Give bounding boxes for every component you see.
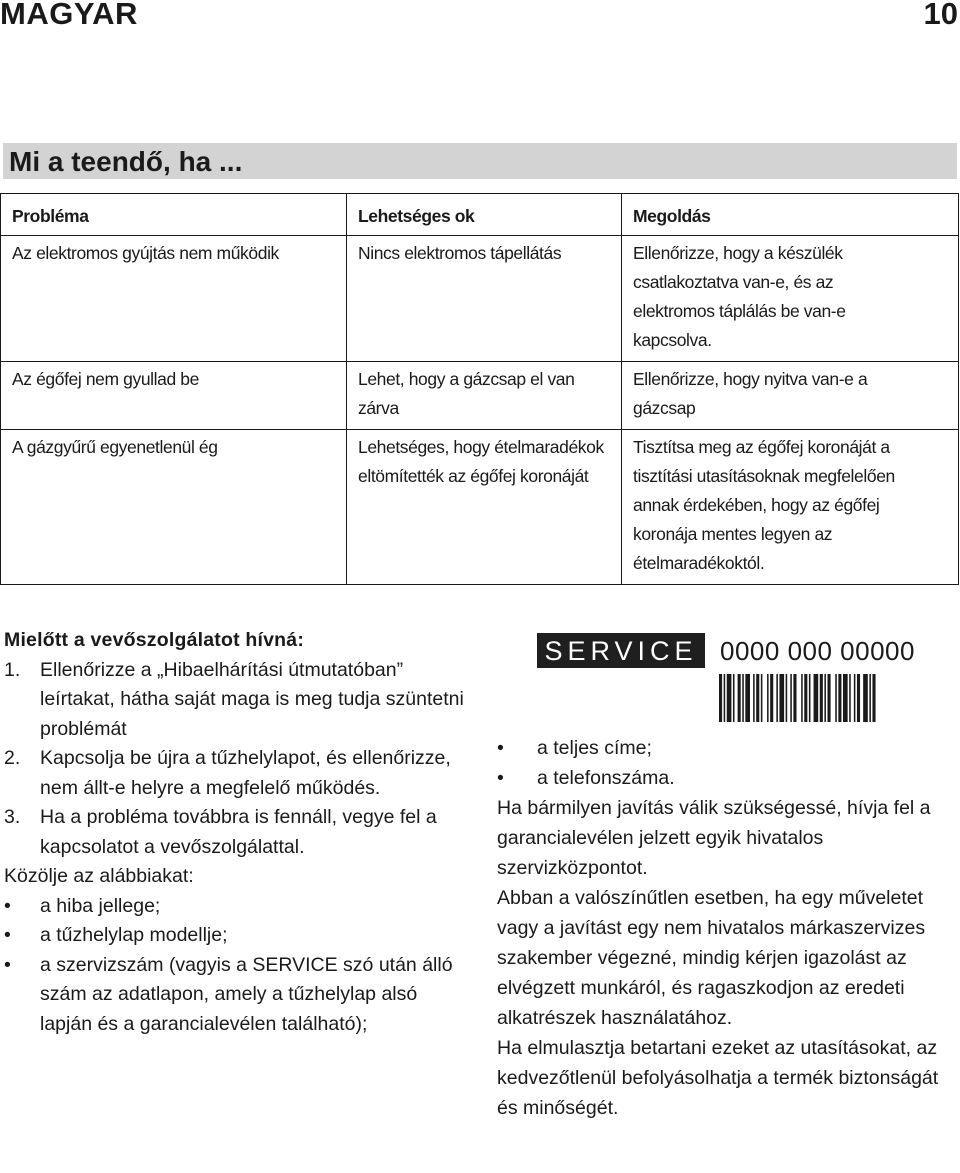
service-number: 0000 000 00000 (720, 636, 915, 666)
troubleshooting-table (0, 193, 959, 585)
header-language: MAGYAR (0, 0, 138, 31)
before-calling-section (4, 626, 474, 1039)
list-item: • a hiba jellege; (4, 892, 474, 922)
list-item (4, 744, 474, 803)
list-item: • a telefonszáma. (497, 763, 959, 793)
list-item: • a teljes címe; (497, 733, 959, 763)
service-label: SERVICE (537, 633, 705, 668)
barcode-bar (838, 674, 841, 722)
barcode-bar (835, 674, 837, 722)
column-header: Lehetséges ok (347, 194, 622, 236)
contact-bullets (497, 733, 959, 793)
step-text: Ellenőrizze a „Hibaelhárítási útmutatóban” leírtakat, hátha saját maga is meg tudja szüntetni problémát (40, 658, 464, 740)
barcode-bar (767, 674, 769, 722)
step-number: 3. (4, 806, 21, 828)
barcode-bar (828, 674, 831, 722)
table-cell-solution: Ellenőrizze, hogy nyitva van-e a gázcsap (622, 362, 959, 430)
before-calling-heading: Mielőtt a vevőszolgálatot hívná: (4, 629, 305, 651)
barcode-bar (869, 674, 871, 722)
table-row (1, 430, 959, 585)
table-row (1, 362, 959, 430)
column-header: Probléma (1, 194, 347, 236)
barcode-bar (733, 674, 735, 722)
barcode-bar (820, 674, 823, 722)
barcode-bar (753, 674, 755, 722)
barcode-bar (814, 674, 819, 722)
barcode-bar (779, 674, 784, 722)
barcode-bar (849, 674, 851, 722)
info-intro: Közölje az alábbiakat: (4, 865, 194, 887)
steps-list (4, 656, 474, 863)
barcode-bar (786, 674, 788, 722)
list-item: • a szervizszám (vagyis a SERVICE szó után álló szám az adatlapon, amely a tűzhelylap alsó lapján és a garancialevélen található); (4, 951, 474, 1040)
info-bullets (4, 892, 474, 1040)
table-cell-problem: A gázgyűrű egyenetlenül ég (1, 430, 347, 585)
table-cell-problem: Az égőfej nem gyullad be (1, 362, 347, 430)
table-cell-solution: Tisztítsa meg az égőfej koronáját a tisztítási utasításoknak megfelelően annak érdekében, hogy az égőfej koronája mentes legyen az ételmaradékoktól. (622, 430, 959, 585)
table-cell-problem: Az elektromos gyújtás nem működik (1, 236, 347, 362)
barcode-bar (857, 674, 860, 722)
barcode-bar (756, 674, 759, 722)
table-cell-cause: Lehetséges, hogy ételmaradékok eltömítették az égőfej koronáját (347, 430, 622, 585)
step-number: 2. (4, 747, 21, 769)
barcode-bar (790, 674, 792, 722)
step-text: Kapcsolja be újra a tűzhelylapot, és ellenőrizze, nem állt-e helyre a megfelelő működés. (40, 747, 451, 799)
service-info-section (497, 733, 959, 1123)
barcode-bar (724, 674, 726, 722)
barcode-bar (742, 674, 744, 722)
barcode-bar (863, 674, 868, 722)
barcode-bar (804, 674, 807, 722)
step-text: Ha a probléma továbbra is fennáll, vegye fel a kapcsolatot a vevőszolgálattal. (40, 806, 437, 858)
barcode-bar (843, 674, 848, 722)
barcode-bar (801, 674, 803, 722)
barcode-bar (761, 674, 763, 722)
step-number: 1. (4, 658, 21, 681)
barcode-bar (776, 674, 778, 722)
barcode-bar (854, 674, 856, 722)
paragraph: Abban a valószínűtlen esetben, ha egy műveletet vagy a javítást egy nem hivatalos márkaszervizes szakember végezné, mindig kérjen igazolást az elvégzett munkáról, és ragaszkodjon az eredeti alkatrészek használatához. (497, 887, 926, 1029)
table-header-row (1, 194, 959, 236)
list-item (4, 803, 474, 862)
table-cell-cause: Nincs elektromos tápellátás (347, 236, 622, 362)
table-row (1, 236, 959, 362)
section-title: Mi a teendő, ha ... (3, 143, 957, 179)
column-header: Megoldás (622, 194, 959, 236)
barcode-bar (824, 674, 826, 722)
table-cell-solution: Ellenőrizze, hogy a készülék csatlakoztatva van-e, és az elektromos táplálás be van-e kapcsolva. (622, 236, 959, 362)
barcode-icon (719, 674, 925, 722)
barcode-bar (745, 674, 750, 722)
barcode-bar (793, 674, 796, 722)
page-number: 10 (923, 0, 958, 31)
barcode-bar (770, 674, 773, 722)
paragraph: Ha elmulasztja betartani ezeket az utasításokat, az kedvezőtlenül befolyásolhatja a termék biztonságát és minőségét. (497, 1037, 939, 1119)
list-item (4, 656, 474, 745)
barcode-bar (809, 674, 811, 722)
table-cell-cause: Lehet, hogy a gázcsap el van zárva (347, 362, 622, 430)
list-item: • a tűzhelylap modellje; (4, 921, 474, 951)
paragraph: Ha bármilyen javítás válik szükségessé, hívja fel a garancialevélen jelzett egyik hivatalos szervizközpontot. (497, 797, 931, 879)
barcode-bar (738, 674, 741, 722)
barcode-bar (719, 674, 722, 722)
barcode-bar (727, 674, 732, 722)
barcode-bar (872, 674, 875, 722)
